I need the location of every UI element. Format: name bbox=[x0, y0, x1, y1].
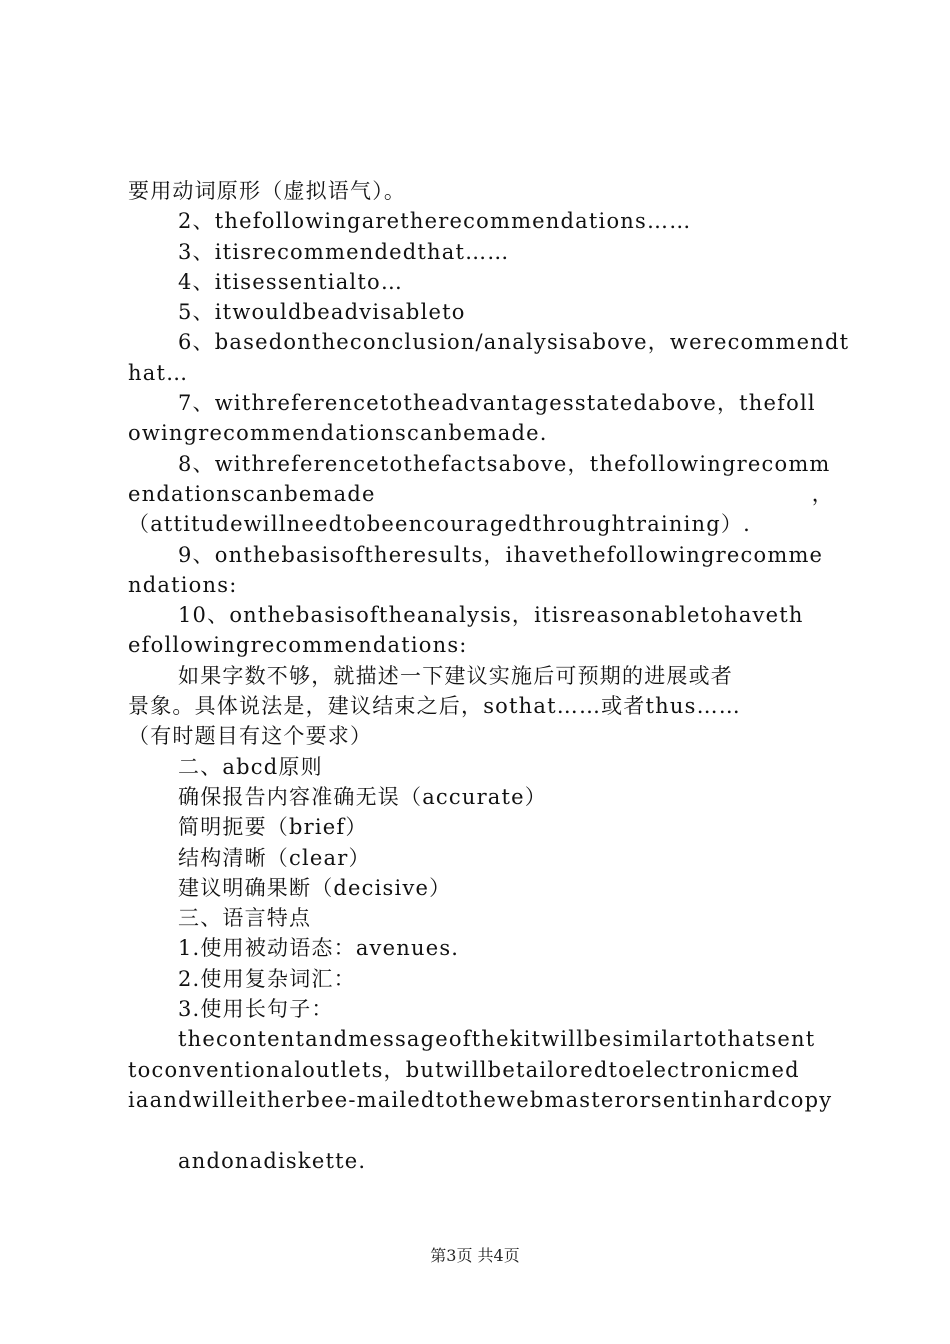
text-line: hat… bbox=[128, 360, 189, 385]
text-line: efollowingrecommendations: bbox=[128, 633, 468, 658]
text-line: ndations: bbox=[128, 572, 238, 597]
text-line: owingrecommendationscanbemade. bbox=[128, 421, 548, 446]
blank-line bbox=[128, 1115, 834, 1145]
recommendation-item: 10、onthebasisoftheanalysis，itisreasonabletohaveth bbox=[178, 603, 804, 628]
section-heading: 二、abcd原则 bbox=[178, 754, 323, 779]
text-segment: endationscanbemade bbox=[128, 481, 376, 506]
text-line bbox=[128, 479, 834, 509]
document-body bbox=[128, 176, 850, 1176]
recommendation-item: 4、itisessentialto… bbox=[178, 269, 404, 294]
page-number: 第3页 共4页 bbox=[430, 1246, 520, 1265]
feature-item: 3.使用长句子： bbox=[178, 997, 334, 1022]
example-sentence-line: toconventionaloutlets，butwillbetailoredtoelectronicmed bbox=[128, 1057, 800, 1082]
example-sentence-line: andonadiskette. bbox=[178, 1148, 367, 1173]
principle-item: 结构清晰（clear） bbox=[178, 845, 371, 870]
text-line: （有时题目有这个要求） bbox=[128, 724, 373, 749]
example-sentence-line: thecontentandmessageofthekitwillbesimilartothatsent bbox=[178, 1027, 816, 1052]
feature-item: 2.使用复杂词汇： bbox=[178, 966, 356, 991]
text-line: 景象。具体说法是，建议结束之后，sothat……或者thus…… bbox=[128, 694, 742, 719]
comma-segment: ， bbox=[811, 481, 834, 506]
text-line: 要用动词原形（虚拟语气）。 bbox=[128, 179, 407, 203]
recommendation-item: 2、thefollowingaretherecommendations…… bbox=[178, 209, 692, 234]
recommendation-item: 6、basedontheconclusion/analysisabove，werecommendt bbox=[178, 330, 850, 355]
section-heading: 三、语言特点 bbox=[178, 906, 312, 931]
recommendation-item: 8、withreferencetothefactsabove，thefollowingrecomm bbox=[178, 451, 831, 476]
recommendation-item: 9、onthebasisoftheresults，ihavethefollowingrecomme bbox=[178, 542, 824, 567]
principle-item: 简明扼要（brief） bbox=[178, 815, 368, 840]
principle-item: 确保报告内容准确无误（accurate） bbox=[178, 784, 547, 809]
principle-item: 建议明确果断（decisive） bbox=[178, 875, 452, 900]
text-line: （attitudewillneedtobeencouragedthroughtraining）. bbox=[128, 512, 751, 537]
paragraph-line: 如果字数不够，就描述一下建议实施后可预期的进展或者 bbox=[178, 663, 733, 688]
feature-item: 1.使用被动语态：avenues. bbox=[178, 936, 460, 961]
recommendation-item: 7、withreferencetotheadvantagesstatedabove，thefoll bbox=[178, 391, 816, 416]
recommendation-item: 5、itwouldbeadvisableto bbox=[178, 300, 466, 325]
recommendation-item: 3、itisrecommendedthat…… bbox=[178, 239, 510, 264]
example-sentence-line: iaandwilleitherbee-mailedtothewebmasterorsentinhardcopy bbox=[128, 1087, 833, 1112]
